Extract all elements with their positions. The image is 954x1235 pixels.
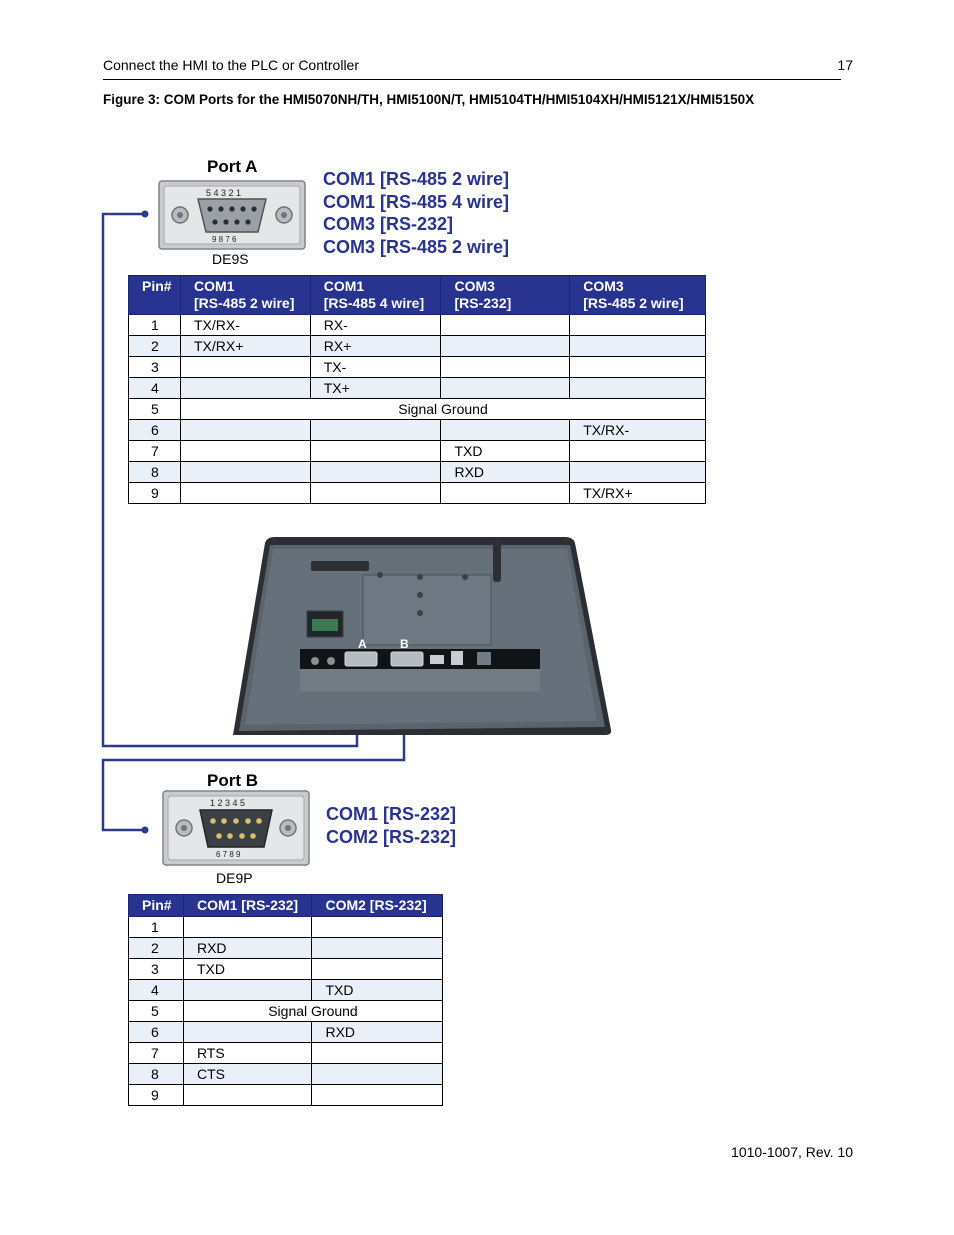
table-cell: [183, 1085, 312, 1106]
document-number: 1010-1007, Rev. 10: [731, 1144, 853, 1160]
port-b-pin-numbers-top: 1 2 3 4 5: [210, 798, 246, 808]
table-cell: [441, 420, 570, 441]
pin-number: 9: [129, 1085, 184, 1106]
table-cell: [310, 483, 441, 504]
port-a-header-com3-rs232: COM3 [RS-232]: [441, 276, 570, 315]
table-cell: TX+: [310, 378, 441, 399]
pin-number: 3: [129, 357, 181, 378]
table-cell: [312, 917, 443, 938]
port-a-header-pin: Pin#: [129, 276, 181, 315]
pin-number: 5: [129, 1001, 184, 1022]
pin-number: 5: [129, 399, 181, 420]
pin-number: 1: [129, 315, 181, 336]
table-row: [129, 441, 706, 462]
port-a-com-item: COM3 [RS-232]: [323, 214, 454, 234]
port-b-com-item: COM1 [RS-232]: [326, 804, 457, 824]
pin-number: 8: [129, 462, 181, 483]
table-cell: [310, 420, 441, 441]
port-b-title: Port B: [207, 771, 258, 790]
table-cell: RTS: [183, 1043, 312, 1064]
table-row: [129, 420, 706, 441]
table-cell: [312, 1064, 443, 1085]
port-a-pin-numbers-bottom: 9 8 7 6: [212, 235, 237, 244]
table-cell: [180, 378, 310, 399]
port-a-com-item: COM1 [RS-485 2 wire]: [323, 169, 510, 189]
table-cell: [310, 462, 441, 483]
pin-number: 7: [129, 1043, 184, 1064]
pin-number: 3: [129, 959, 184, 980]
pin-number: 8: [129, 1064, 184, 1085]
port-a-com-item: COM1 [RS-485 4 wire]: [323, 191, 510, 212]
table-cell: [441, 357, 570, 378]
pin-number: 6: [129, 1022, 184, 1043]
de9p-connector-icon: [162, 790, 310, 866]
table-row: [129, 980, 443, 1001]
table-cell: [180, 462, 310, 483]
table-cell: [312, 938, 443, 959]
table-cell: TX/RX+: [180, 336, 310, 357]
port-b-pin-table: [128, 894, 443, 1106]
table-cell: TX/RX-: [180, 315, 310, 336]
table-cell: [180, 357, 310, 378]
table-cell: RXD: [183, 938, 312, 959]
port-a-header-com3-2wire: COM3 [RS-485 2 wire]: [570, 276, 706, 315]
table-cell: [570, 336, 706, 357]
port-b-pin-numbers-bottom: 6 7 8 9: [216, 850, 241, 859]
port-a-title: Port A: [207, 157, 258, 176]
table-row: [129, 917, 443, 938]
table-cell: TX/RX+: [570, 483, 706, 504]
de9s-connector-icon: [158, 180, 306, 250]
port-a-pin-numbers-top: 5 4 3 2 1: [206, 188, 242, 198]
pin-number: 4: [129, 980, 184, 1001]
page-number: 17: [837, 57, 853, 73]
pin-number: 1: [129, 917, 184, 938]
table-cell: [180, 441, 310, 462]
device-port-a-label: A: [358, 637, 367, 651]
port-b-com-list: [326, 803, 456, 848]
pin-number: 2: [129, 938, 184, 959]
table-cell: [312, 1043, 443, 1064]
table-cell: [312, 1085, 443, 1106]
pin-number: 4: [129, 378, 181, 399]
table-cell: RX-: [310, 315, 441, 336]
table-row: [129, 1022, 443, 1043]
table-row: [129, 315, 706, 336]
table-cell: [570, 378, 706, 399]
table-cell: [570, 357, 706, 378]
table-cell: RXD: [441, 462, 570, 483]
port-b-header-pin: Pin#: [129, 895, 184, 917]
table-cell: [312, 959, 443, 980]
table-cell: RX+: [310, 336, 441, 357]
table-row: [129, 1064, 443, 1085]
table-cell: TX/RX-: [570, 420, 706, 441]
pin-number: 6: [129, 420, 181, 441]
table-cell: [183, 1022, 312, 1043]
section-title: Connect the HMI to the PLC or Controller: [103, 57, 360, 73]
port-a-com-item: COM3 [RS-485 2 wire]: [323, 236, 510, 257]
table-cell: TXD: [183, 959, 312, 980]
figure-caption: Figure 3: COM Ports for the HMI5070NH/TH, HMI5100N/T, HMI5104TH/HMI5104XH/HMI5121X/HMI5150X: [103, 92, 755, 107]
table-cell: [441, 336, 570, 357]
pin-number: 7: [129, 441, 181, 462]
port-b-connector-label: DE9P: [216, 870, 253, 886]
port-b-com-item: COM2 [RS-232]: [326, 826, 457, 847]
table-row: [129, 357, 706, 378]
table-row: [129, 959, 443, 980]
table-cell: RXD: [312, 1022, 443, 1043]
table-row: [129, 483, 706, 504]
table-cell: [570, 462, 706, 483]
port-b-header-com1: COM1 [RS-232]: [183, 895, 312, 917]
table-cell: [180, 420, 310, 441]
table-row: [129, 1043, 443, 1064]
table-row: [129, 462, 706, 483]
table-row: [129, 1085, 443, 1106]
pin-number: 2: [129, 336, 181, 357]
table-cell: [310, 441, 441, 462]
table-cell: [441, 483, 570, 504]
port-a-table-header-row: [129, 276, 706, 315]
table-cell: TX-: [310, 357, 441, 378]
table-cell: [441, 315, 570, 336]
port-a-com-list: [323, 168, 509, 258]
table-cell: [183, 980, 312, 1001]
table-cell: TXD: [441, 441, 570, 462]
table-cell: [570, 315, 706, 336]
port-a-pin-table: [128, 275, 706, 504]
table-row: [129, 336, 706, 357]
table-cell: [570, 441, 706, 462]
table-cell: [441, 378, 570, 399]
port-b-table-header-row: [129, 895, 443, 917]
signal-ground-cell: Signal Ground: [180, 399, 705, 420]
table-cell: CTS: [183, 1064, 312, 1085]
signal-ground-cell: Signal Ground: [183, 1001, 442, 1022]
device-port-b-label: B: [400, 637, 409, 651]
table-cell: [180, 483, 310, 504]
pin-number: 9: [129, 483, 181, 504]
port-a-header-com1-4wire: COM1 [RS-485 4 wire]: [310, 276, 441, 315]
table-row: [129, 399, 706, 420]
port-a-connector-label: DE9S: [212, 251, 249, 267]
port-a-header-com1-2wire: COM1 [RS-485 2 wire]: [180, 276, 310, 315]
table-row: [129, 378, 706, 399]
hmi-device-rear-image: [225, 535, 615, 740]
table-cell: TXD: [312, 980, 443, 1001]
table-row: [129, 938, 443, 959]
port-b-header-com2: COM2 [RS-232]: [312, 895, 443, 917]
table-cell: [183, 917, 312, 938]
table-row: [129, 1001, 443, 1022]
